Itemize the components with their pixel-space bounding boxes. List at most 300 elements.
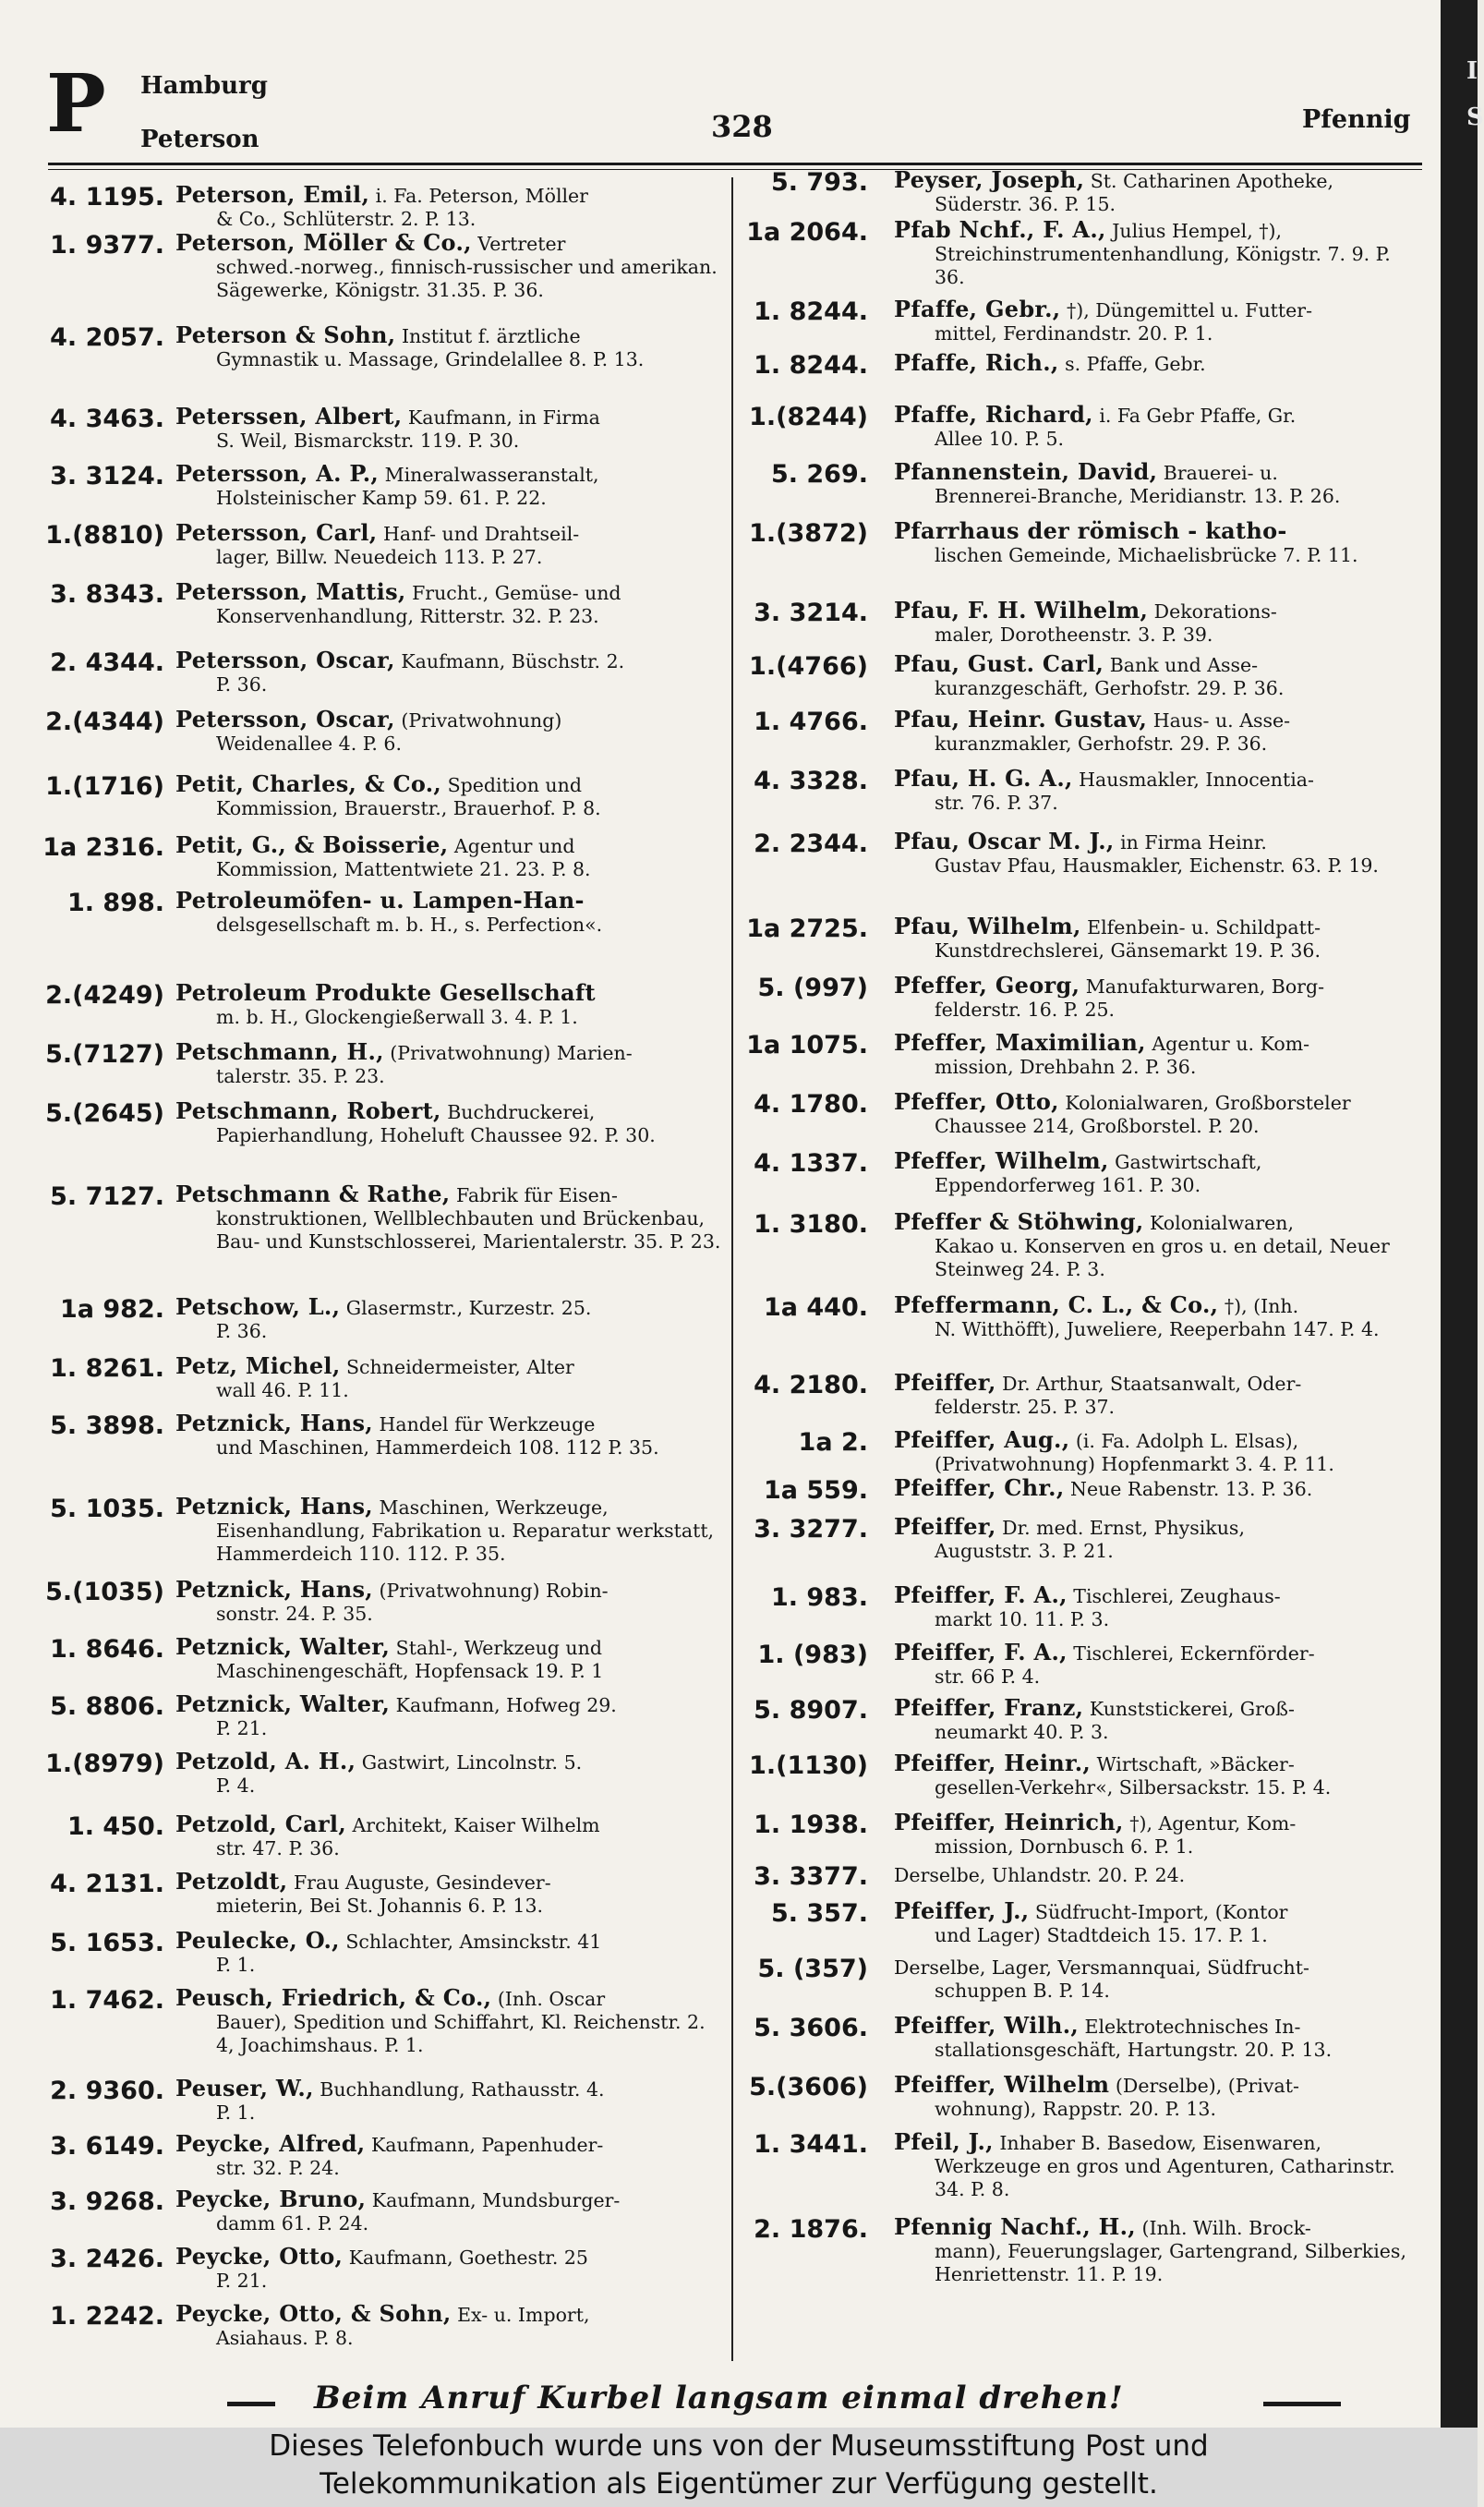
entry-text bbox=[894, 2014, 1420, 2062]
phone-number: 1. 9377. bbox=[50, 231, 164, 260]
entry-text bbox=[175, 1750, 728, 1798]
entry-text bbox=[175, 231, 728, 302]
phone-number: 1. 2242. bbox=[50, 2302, 164, 2331]
phone-number: 1.(8810) bbox=[45, 521, 164, 550]
entry-continuation: str. 66 P. 4. bbox=[935, 1665, 1041, 1688]
entry-text bbox=[894, 1371, 1420, 1419]
entry-text bbox=[894, 1955, 1420, 2003]
edge-mark: S bbox=[1466, 103, 1484, 131]
entry-continuation: markt 10. 11. P. 3. bbox=[935, 1608, 1110, 1630]
entry-details: Kaufmann, in Firma bbox=[402, 406, 600, 429]
subscriber-name: Petersson, Mattis, bbox=[175, 578, 406, 605]
header-rule bbox=[48, 163, 1422, 165]
subscriber-name: Pfeiffer, Franz, bbox=[894, 1694, 1084, 1721]
entry-continuation: Gustav Pfau, Hausmakler, Eichenstr. 63. P. 19. bbox=[935, 854, 1379, 877]
entry-text bbox=[894, 1428, 1420, 1476]
entry-details: Kolonialwaren, bbox=[1143, 1212, 1295, 1234]
entry-details: Architekt, Kaiser Wilhelm bbox=[345, 1814, 600, 1836]
phone-number: 1. 1938. bbox=[754, 1811, 868, 1839]
entry-details: Mineralwasseranstalt, bbox=[379, 464, 599, 486]
entry-details: Bank und Asse- bbox=[1104, 654, 1259, 676]
phone-number: 5. 793. bbox=[770, 168, 868, 197]
entry-text bbox=[175, 1692, 728, 1740]
entry-details: Südfrucht-Import, (Kontor bbox=[1029, 1901, 1288, 1923]
phone-number: 1a 2064. bbox=[746, 218, 868, 247]
phone-number: 2.(4249) bbox=[45, 981, 164, 1010]
entry-continuation: Allee 10. P. 5. bbox=[935, 428, 1065, 450]
subscriber-name: Pfeiffer, Chr., bbox=[894, 1474, 1065, 1501]
subscriber-name: Peulecke, O., bbox=[175, 1927, 340, 1954]
footer-slogan: Beim Anruf Kurbel langsam einmal drehen! bbox=[314, 2380, 1124, 2416]
phone-number: 3. 8343. bbox=[50, 580, 164, 609]
subscriber-name: Pfeffer, Maximilian, bbox=[894, 1029, 1146, 1056]
entry-continuation: maler, Dorotheenstr. 3. P. 39. bbox=[935, 624, 1213, 646]
phone-number: 5.(7127) bbox=[45, 1040, 164, 1069]
phone-number: 1a 440. bbox=[763, 1293, 868, 1322]
entry-continuation: P. 21. bbox=[216, 1717, 268, 1739]
entry-details: St. Catharinen Apotheke, bbox=[1084, 170, 1333, 192]
subscriber-name: Pfeil, J., bbox=[894, 2128, 994, 2155]
phone-number: 1. 8261. bbox=[50, 1354, 164, 1383]
phone-number: 2. 2344. bbox=[754, 830, 868, 858]
entry-text bbox=[894, 297, 1420, 345]
subscriber-name: Petschow, L., bbox=[175, 1293, 341, 1320]
subscriber-name: Peycke, Otto, bbox=[175, 2243, 344, 2270]
entry-continuation: delsgesellschaft m. b. H., s. Perfection«. bbox=[216, 914, 603, 936]
entry-details: Inhaber B. Basedow, Eisenwaren, bbox=[993, 2132, 1322, 2154]
entry-details: Kunststickerei, Groß- bbox=[1083, 1698, 1295, 1720]
entry-continuation: talerstr. 35. P. 23. bbox=[216, 1065, 385, 1087]
entry-details: Manufakturwaren, Borg- bbox=[1080, 975, 1325, 998]
phone-number: 5. 8806. bbox=[50, 1692, 164, 1721]
subscriber-name: Pfeffermann, C. L., & Co., bbox=[894, 1291, 1219, 1318]
phone-number: 5. (357) bbox=[757, 1955, 868, 1983]
phone-number: 5. 3606. bbox=[754, 2014, 868, 2042]
subscriber-name: Peuser, W., bbox=[175, 2075, 314, 2101]
entry-details: Dekorations- bbox=[1148, 600, 1277, 623]
subscriber-name: Peycke, Bruno, bbox=[175, 2186, 367, 2212]
phone-number: 5. 269. bbox=[770, 460, 868, 489]
entry-text bbox=[175, 1411, 728, 1459]
entry-continuation: mieterin, Bei St. Johannis 6. P. 13. bbox=[216, 1895, 544, 1917]
entry-continuation: felderstr. 16. P. 25. bbox=[935, 999, 1116, 1021]
subscriber-name: Petzold, Carl, bbox=[175, 1811, 346, 1837]
phone-number: 5.(2645) bbox=[45, 1099, 164, 1128]
entry-details: (Privatwohnung) Marien- bbox=[383, 1042, 633, 1064]
entry-details: (Inh. Wilh. Brock- bbox=[1135, 2217, 1311, 2239]
phone-number: 4. 1337. bbox=[754, 1149, 868, 1178]
subscriber-name: Peycke, Otto, & Sohn, bbox=[175, 2300, 452, 2327]
entry-text bbox=[894, 1476, 1420, 1501]
subscriber-name: Pfeffer, Otto, bbox=[894, 1088, 1059, 1115]
entry-continuation: (Privatwohnung) Hopfenmarkt 3. 4. P. 11. bbox=[935, 1453, 1334, 1475]
entry-details: Gastwirtschaft, bbox=[1108, 1151, 1262, 1173]
entry-continuation: lager, Billw. Neuedeich 113. P. 27. bbox=[216, 546, 543, 568]
phone-number: 4. 1195. bbox=[50, 183, 164, 212]
subscriber-name: Pfeiffer, Heinrich, bbox=[894, 1809, 1124, 1835]
entry-details: Spedition und bbox=[441, 774, 582, 796]
entry-continuation: schuppen B. P. 14. bbox=[935, 1980, 1110, 2002]
phone-number: 2. 9360. bbox=[50, 2077, 164, 2105]
subscriber-name: Petersson, Oscar, bbox=[175, 706, 395, 733]
entry-text bbox=[894, 1696, 1420, 1744]
phone-number: 5. 1653. bbox=[50, 1929, 164, 1957]
entry-text bbox=[175, 405, 728, 453]
subscriber-name: Pfeiffer, Aug., bbox=[894, 1426, 1070, 1453]
phone-number: 5. 1035. bbox=[50, 1495, 164, 1523]
entry-details: Ex- u. Import, bbox=[451, 2304, 590, 2326]
entry-text bbox=[175, 1354, 728, 1402]
entry-text bbox=[894, 460, 1420, 508]
subscriber-name: Petz, Michel, bbox=[175, 1352, 341, 1379]
edge-mark: I bbox=[1466, 57, 1478, 85]
subscriber-name: Pfeffer & Stöhwing, bbox=[894, 1208, 1144, 1235]
entry-continuation: schwed.-norweg., finnisch-russischer und amerikan. Sägewerke, Königstr. 31.35. P. 36. bbox=[216, 256, 718, 301]
entry-text bbox=[175, 2245, 728, 2293]
entry-details: Agentur und bbox=[448, 835, 575, 857]
phone-number: 3. 6149. bbox=[50, 2132, 164, 2161]
credit-line: Dieses Telefonbuch wurde uns von der Museumsstiftung Post und bbox=[269, 2429, 1209, 2463]
entry-text bbox=[894, 1031, 1420, 1079]
phone-number: 4. 3328. bbox=[754, 767, 868, 795]
phone-number: 3. 3124. bbox=[50, 462, 164, 490]
entry-continuation: gesellen-Verkehr«, Silbersackstr. 15. P. 4. bbox=[935, 1776, 1332, 1798]
entry-text bbox=[175, 580, 728, 628]
phone-number: 3. 3277. bbox=[754, 1515, 868, 1544]
header-first-name: Peterson bbox=[140, 126, 259, 153]
entry-continuation: Werkzeuge en gros und Agenturen, Catharinstr. 34. P. 8. bbox=[935, 2155, 1395, 2200]
phone-number: 1. 4766. bbox=[754, 708, 868, 736]
phone-number: 1a 1075. bbox=[746, 1031, 868, 1060]
entry-continuation: mittel, Ferdinandstr. 20. P. 1. bbox=[935, 322, 1213, 345]
phone-number: 4. 2057. bbox=[50, 323, 164, 352]
entry-text bbox=[175, 521, 728, 569]
section-letter: P bbox=[46, 57, 106, 151]
phone-number: 5. 3898. bbox=[50, 1411, 164, 1440]
entry-details: Derselbe, Uhlandstr. 20. P. 24. bbox=[894, 1864, 1186, 1886]
entry-text bbox=[894, 1090, 1420, 1138]
entry-continuation: P. 21. bbox=[216, 2270, 268, 2292]
entry-continuation: P. 1. bbox=[216, 1954, 256, 1976]
entry-continuation: felderstr. 25. P. 37. bbox=[935, 1396, 1116, 1418]
entry-continuation: kuranzmakler, Gerhofstr. 29. P. 36. bbox=[935, 733, 1268, 755]
entry-text bbox=[894, 1862, 1420, 1887]
entry-text bbox=[175, 1929, 728, 1977]
entry-continuation: Kakao u. Konserven en gros u. en detail, Neuer Steinweg 24. P. 3. bbox=[935, 1235, 1390, 1280]
phone-number: 3. 3214. bbox=[754, 599, 868, 627]
phone-number: 1.(1130) bbox=[749, 1751, 868, 1780]
entry-continuation: konstruktionen, Wellblechbauten und Brückenbau, Bau- und Kunstschlosserei, Marientalerstr. 35. P. 23. bbox=[216, 1207, 721, 1253]
entry-details: i. Fa. Peterson, Möller bbox=[369, 185, 588, 207]
subscriber-name: Petschmann & Rathe, bbox=[175, 1181, 451, 1207]
entry-details: Tischlerei, Eckernförder- bbox=[1067, 1642, 1315, 1665]
entry-text bbox=[894, 519, 1420, 567]
subscriber-name: Petersson, Carl, bbox=[175, 519, 378, 546]
entry-continuation: S. Weil, Bismarckstr. 119. P. 30. bbox=[216, 430, 520, 452]
subscriber-name: Peterson, Möller & Co., bbox=[175, 229, 472, 256]
entry-continuation: m. b. H., Glockengießerwall 3. 4. P. 1. bbox=[216, 1006, 578, 1028]
entry-details: Kaufmann, Mundsburger- bbox=[366, 2189, 621, 2211]
entry-text bbox=[175, 1295, 728, 1343]
entry-text bbox=[175, 1182, 728, 1254]
entry-details: (i. Fa. Adolph L. Elsas), bbox=[1069, 1430, 1299, 1452]
entry-details: Kolonialwaren, Großborsteler bbox=[1058, 1092, 1351, 1114]
phone-number: 2.(4344) bbox=[45, 708, 164, 736]
subscriber-name: Pfeiffer, F. A., bbox=[894, 1581, 1068, 1608]
entry-text bbox=[894, 1583, 1420, 1631]
entry-details: Derselbe, Lager, Versmannquai, Südfrucht- bbox=[894, 1956, 1309, 1979]
entry-details: s. Pfaffe, Gebr. bbox=[1058, 353, 1206, 375]
entry-text bbox=[894, 1899, 1420, 1947]
phone-number: 5.(3606) bbox=[749, 2073, 868, 2101]
subscriber-name: Petersson, Oscar, bbox=[175, 647, 395, 673]
entry-continuation: Auguststr. 3. P. 21. bbox=[935, 1540, 1114, 1562]
header-city: Hamburg bbox=[140, 72, 268, 100]
entry-text bbox=[894, 830, 1420, 878]
subscriber-name: Pfeffer, Wilhelm, bbox=[894, 1147, 1109, 1174]
entry-continuation: Bauer), Spedition und Schiffahrt, Kl. Reichenstr. 2. 4, Joachimshaus. P. 1. bbox=[216, 2011, 706, 2056]
entry-text bbox=[894, 403, 1420, 451]
entry-text bbox=[894, 1293, 1420, 1341]
phone-number: 1a 2316. bbox=[42, 833, 164, 862]
subscriber-name: Peterson & Sohn, bbox=[175, 321, 396, 348]
phone-number: 1. (983) bbox=[757, 1641, 868, 1669]
entry-details: Glasermstr., Kurzestr. 25. bbox=[340, 1297, 592, 1319]
entry-details: Hausmakler, Innocentia- bbox=[1072, 769, 1314, 791]
entry-continuation: damm 61. P. 24. bbox=[216, 2212, 369, 2234]
entry-continuation: Kommission, Brauerstr., Brauerhof. P. 8. bbox=[216, 797, 601, 819]
entry-continuation: sonstr. 24. P. 35. bbox=[216, 1603, 373, 1625]
entry-text bbox=[175, 1040, 728, 1088]
subscriber-name: Petersson, A. P., bbox=[175, 460, 380, 487]
entry-details: Haus- u. Asse- bbox=[1147, 709, 1291, 732]
subscriber-name: Pfau, H. G. A., bbox=[894, 765, 1073, 792]
entry-text bbox=[175, 2132, 728, 2180]
subscriber-name: Pfau, Oscar M. J., bbox=[894, 828, 1115, 854]
credit-banner bbox=[0, 2428, 1478, 2507]
entry-continuation: neumarkt 40. P. 3. bbox=[935, 1721, 1109, 1743]
phone-number: 1. 3441. bbox=[754, 2130, 868, 2159]
entry-continuation: Eppendorferweg 161. P. 30. bbox=[935, 1174, 1201, 1196]
entry-details: (Privatwohnung) Robin- bbox=[372, 1580, 609, 1602]
entry-details: Kaufmann, Goethestr. 25 bbox=[343, 2247, 588, 2269]
entry-continuation: Konservenhandlung, Ritterstr. 32. P. 23. bbox=[216, 605, 599, 627]
entry-continuation: kuranzgeschäft, Gerhofstr. 29. P. 36. bbox=[935, 677, 1285, 699]
phone-number: 1. 8244. bbox=[754, 297, 868, 326]
entry-text bbox=[175, 183, 728, 231]
entry-text bbox=[175, 833, 728, 881]
entry-details: Kaufmann, Papenhuder- bbox=[365, 2134, 604, 2156]
subscriber-name: Petschmann, H., bbox=[175, 1038, 384, 1065]
subscriber-name: Petznick, Hans, bbox=[175, 1576, 373, 1603]
entry-details: †), (Inh. bbox=[1218, 1295, 1299, 1317]
subscriber-name: Pfeiffer, F. A., bbox=[894, 1639, 1068, 1665]
entry-details: Kaufmann, Büschstr. 2. bbox=[394, 650, 625, 672]
entry-continuation: mission, Dornbusch 6. P. 1. bbox=[935, 1835, 1194, 1858]
entry-text bbox=[894, 1149, 1420, 1197]
phone-number: 1.(8244) bbox=[749, 403, 868, 431]
entry-text bbox=[894, 652, 1420, 700]
phone-number: 1a 2. bbox=[798, 1428, 868, 1457]
subscriber-name: Petzold, A. H., bbox=[175, 1748, 356, 1774]
entry-continuation: & Co., Schlüterstr. 2. P. 13. bbox=[216, 208, 477, 230]
entry-continuation: P. 4. bbox=[216, 1774, 256, 1797]
subscriber-name: Pfeiffer, Wilh., bbox=[894, 2012, 1080, 2039]
entry-details: Buchhandlung, Rathausstr. 4. bbox=[313, 2078, 605, 2101]
entry-details: Gastwirt, Lincolnstr. 5. bbox=[356, 1751, 583, 1774]
entry-continuation: wall 46. P. 11. bbox=[216, 1379, 349, 1401]
subscriber-name: Pfau, Gust. Carl, bbox=[894, 650, 1104, 677]
subscriber-name: Pfeiffer, Wilhelm bbox=[894, 2071, 1110, 2098]
entry-continuation: lischen Gemeinde, Michaelisbrücke 7. P. 11. bbox=[935, 544, 1358, 566]
entry-text bbox=[175, 1986, 728, 2057]
subscriber-name: Petznick, Hans, bbox=[175, 1410, 373, 1436]
entry-text bbox=[894, 2073, 1420, 2121]
phone-number: 4. 3463. bbox=[50, 405, 164, 433]
entry-continuation: Streichinstrumentenhandlung, Königstr. 7. 9. P. 36. bbox=[935, 243, 1391, 288]
entry-continuation: mission, Drehbahn 2. P. 36. bbox=[935, 1056, 1197, 1078]
subscriber-name: Petznick, Walter, bbox=[175, 1633, 391, 1660]
subscriber-name: Petroleum Produkte Gesellschaft bbox=[175, 979, 596, 1006]
entry-continuation: P. 1. bbox=[216, 2101, 256, 2124]
phone-number: 4. 2180. bbox=[754, 1371, 868, 1399]
entry-details: in Firma Heinr. bbox=[1114, 831, 1267, 854]
entry-continuation: und Maschinen, Hammerdeich 108. 112 P. 35. bbox=[216, 1436, 659, 1459]
entry-continuation: N. Witthöfft), Juweliere, Reeperbahn 147. P. 4. bbox=[935, 1318, 1380, 1340]
entry-details: Tischlerei, Zeughaus- bbox=[1067, 1585, 1281, 1607]
phone-number: 5.(1035) bbox=[45, 1578, 164, 1606]
entry-text bbox=[894, 708, 1420, 756]
subscriber-name: Pfennig Nachf., H., bbox=[894, 2213, 1136, 2240]
entry-text bbox=[175, 1578, 728, 1626]
entry-text bbox=[175, 1812, 728, 1860]
entry-continuation: und Lager) Stadtdeich 15. 17. P. 1. bbox=[935, 1924, 1268, 1946]
subscriber-name: Pfab Nchf., F. A., bbox=[894, 216, 1106, 243]
subscriber-name: Pfeiffer, Heinr., bbox=[894, 1750, 1092, 1776]
subscriber-name: Pfarrhaus der römisch - katho- bbox=[894, 517, 1287, 544]
entry-text bbox=[894, 974, 1420, 1022]
phone-number: 4. 2131. bbox=[50, 1870, 164, 1898]
phone-number: 1a 2725. bbox=[746, 914, 868, 943]
entry-text bbox=[175, 323, 728, 371]
entry-details: (Inh. Oscar bbox=[491, 1988, 606, 2010]
entry-continuation: Süderstr. 36. P. 15. bbox=[935, 193, 1116, 215]
subscriber-name: Pfau, Wilhelm, bbox=[894, 913, 1081, 939]
entry-continuation: str. 32. P. 24. bbox=[216, 2157, 340, 2179]
entry-text bbox=[175, 2077, 728, 2125]
subscriber-name: Pfau, F. H. Wilhelm, bbox=[894, 597, 1149, 624]
entry-details: (Privatwohnung) bbox=[394, 709, 562, 732]
entry-details: Schlachter, Amsinckstr. 41 bbox=[339, 1931, 602, 1953]
phone-number: 2. 4344. bbox=[50, 648, 164, 677]
entry-text bbox=[894, 1210, 1420, 1281]
credit-line: Telekommunikation als Eigentümer zur Verfügung gestellt. bbox=[320, 2467, 1158, 2501]
subscriber-name: Pfeiffer, J., bbox=[894, 1897, 1030, 1924]
entry-details: Elfenbein- u. Schildpatt- bbox=[1080, 916, 1321, 939]
phone-number: 5. 357. bbox=[770, 1899, 868, 1928]
entry-details: Buchdruckerei, bbox=[440, 1101, 596, 1123]
entry-text bbox=[175, 2187, 728, 2235]
entry-text bbox=[175, 1635, 728, 1683]
subscriber-name: Peterssen, Albert, bbox=[175, 403, 403, 430]
phone-number: 4. 1780. bbox=[754, 1090, 868, 1119]
entry-details: Brauerei- u. bbox=[1157, 462, 1278, 484]
phone-number: 2. 1876. bbox=[754, 2215, 868, 2244]
entry-text bbox=[894, 2130, 1420, 2201]
subscriber-name: Pfaffe, Richard, bbox=[894, 401, 1093, 428]
entry-text bbox=[175, 648, 728, 696]
entry-details: Frucht., Gemüse- und bbox=[405, 582, 621, 604]
entry-continuation: Holsteinischer Kamp 59. 61. P. 22. bbox=[216, 487, 547, 509]
entry-text bbox=[175, 772, 728, 820]
entry-text bbox=[894, 218, 1420, 289]
header-last-name: Pfennig bbox=[1302, 105, 1411, 134]
entry-text bbox=[175, 462, 728, 510]
subscriber-name: Peycke, Alfred, bbox=[175, 2130, 366, 2157]
phone-number: 1. 7462. bbox=[50, 1986, 164, 2015]
adjacent-page-edge bbox=[1441, 0, 1478, 2428]
entry-continuation: Papierhandlung, Hoheluft Chaussee 92. P. 30. bbox=[216, 1124, 656, 1146]
entry-text bbox=[175, 2302, 728, 2350]
entry-text bbox=[894, 168, 1420, 216]
entry-continuation: Chaussee 214, Großborstel. P. 20. bbox=[935, 1115, 1260, 1137]
subscriber-name: Pfeiffer, bbox=[894, 1513, 996, 1540]
entry-text bbox=[894, 1515, 1420, 1563]
phone-number: 1. 983. bbox=[770, 1583, 868, 1612]
entry-details: Vertreter bbox=[471, 233, 566, 255]
entry-details: i. Fa Gebr Pfaffe, Gr. bbox=[1092, 405, 1297, 427]
entry-continuation: wohnung), Rappstr. 20. P. 13. bbox=[935, 2098, 1216, 2120]
phone-number: 1.(4766) bbox=[749, 652, 868, 681]
entry-details: †), Agentur, Kom- bbox=[1123, 1812, 1297, 1835]
phone-number: 1.(8979) bbox=[45, 1750, 164, 1778]
page-number: 328 bbox=[711, 109, 773, 144]
subscriber-name: Pfaffe, Rich., bbox=[894, 349, 1059, 376]
entry-continuation: str. 76. P. 37. bbox=[935, 792, 1058, 814]
entry-details: Fabrik für Eisen- bbox=[450, 1184, 618, 1206]
phone-number: 1a 982. bbox=[59, 1295, 164, 1324]
entry-text bbox=[894, 1641, 1420, 1689]
entry-text bbox=[894, 767, 1420, 815]
phone-number: 1. 898. bbox=[66, 889, 164, 917]
entry-details: Institut f. ärztliche bbox=[395, 325, 581, 347]
entry-continuation: Gymnastik u. Massage, Grindelallee 8. P. 13. bbox=[216, 348, 645, 370]
entry-text bbox=[894, 1811, 1420, 1859]
subscriber-name: Peterson, Emil, bbox=[175, 181, 370, 208]
column-divider bbox=[731, 177, 733, 2361]
phone-number: 1. 8646. bbox=[50, 1635, 164, 1664]
subscriber-name: Pfaffe, Gebr., bbox=[894, 296, 1061, 322]
slogan-rule-left bbox=[227, 2402, 275, 2406]
entry-continuation: stallationsgeschäft, Hartungstr. 20. P. 13. bbox=[935, 2039, 1333, 2061]
phone-number: 1.(1716) bbox=[45, 772, 164, 801]
phone-number: 1. 3180. bbox=[754, 1210, 868, 1239]
entry-text bbox=[175, 981, 728, 1029]
entry-details: Handel für Werkzeuge bbox=[372, 1413, 596, 1435]
phone-number: 5. 7127. bbox=[50, 1182, 164, 1211]
entry-text bbox=[175, 1099, 728, 1147]
subscriber-name: Petroleumöfen- u. Lampen-Han- bbox=[175, 887, 585, 914]
subscriber-name: Petznick, Hans, bbox=[175, 1493, 373, 1520]
entry-details: Schneidermeister, Alter bbox=[340, 1356, 574, 1378]
entry-continuation: Asiahaus. P. 8. bbox=[216, 2327, 354, 2349]
entry-details: Hanf- und Drahtseil- bbox=[377, 523, 580, 545]
entry-text bbox=[894, 1751, 1420, 1799]
entry-details: Kaufmann, Hofweg 29. bbox=[390, 1694, 617, 1716]
entry-text bbox=[175, 1870, 728, 1918]
entry-continuation: Brennerei-Branche, Meridianstr. 13. P. 26. bbox=[935, 485, 1341, 507]
phone-number: 1. 8244. bbox=[754, 351, 868, 380]
